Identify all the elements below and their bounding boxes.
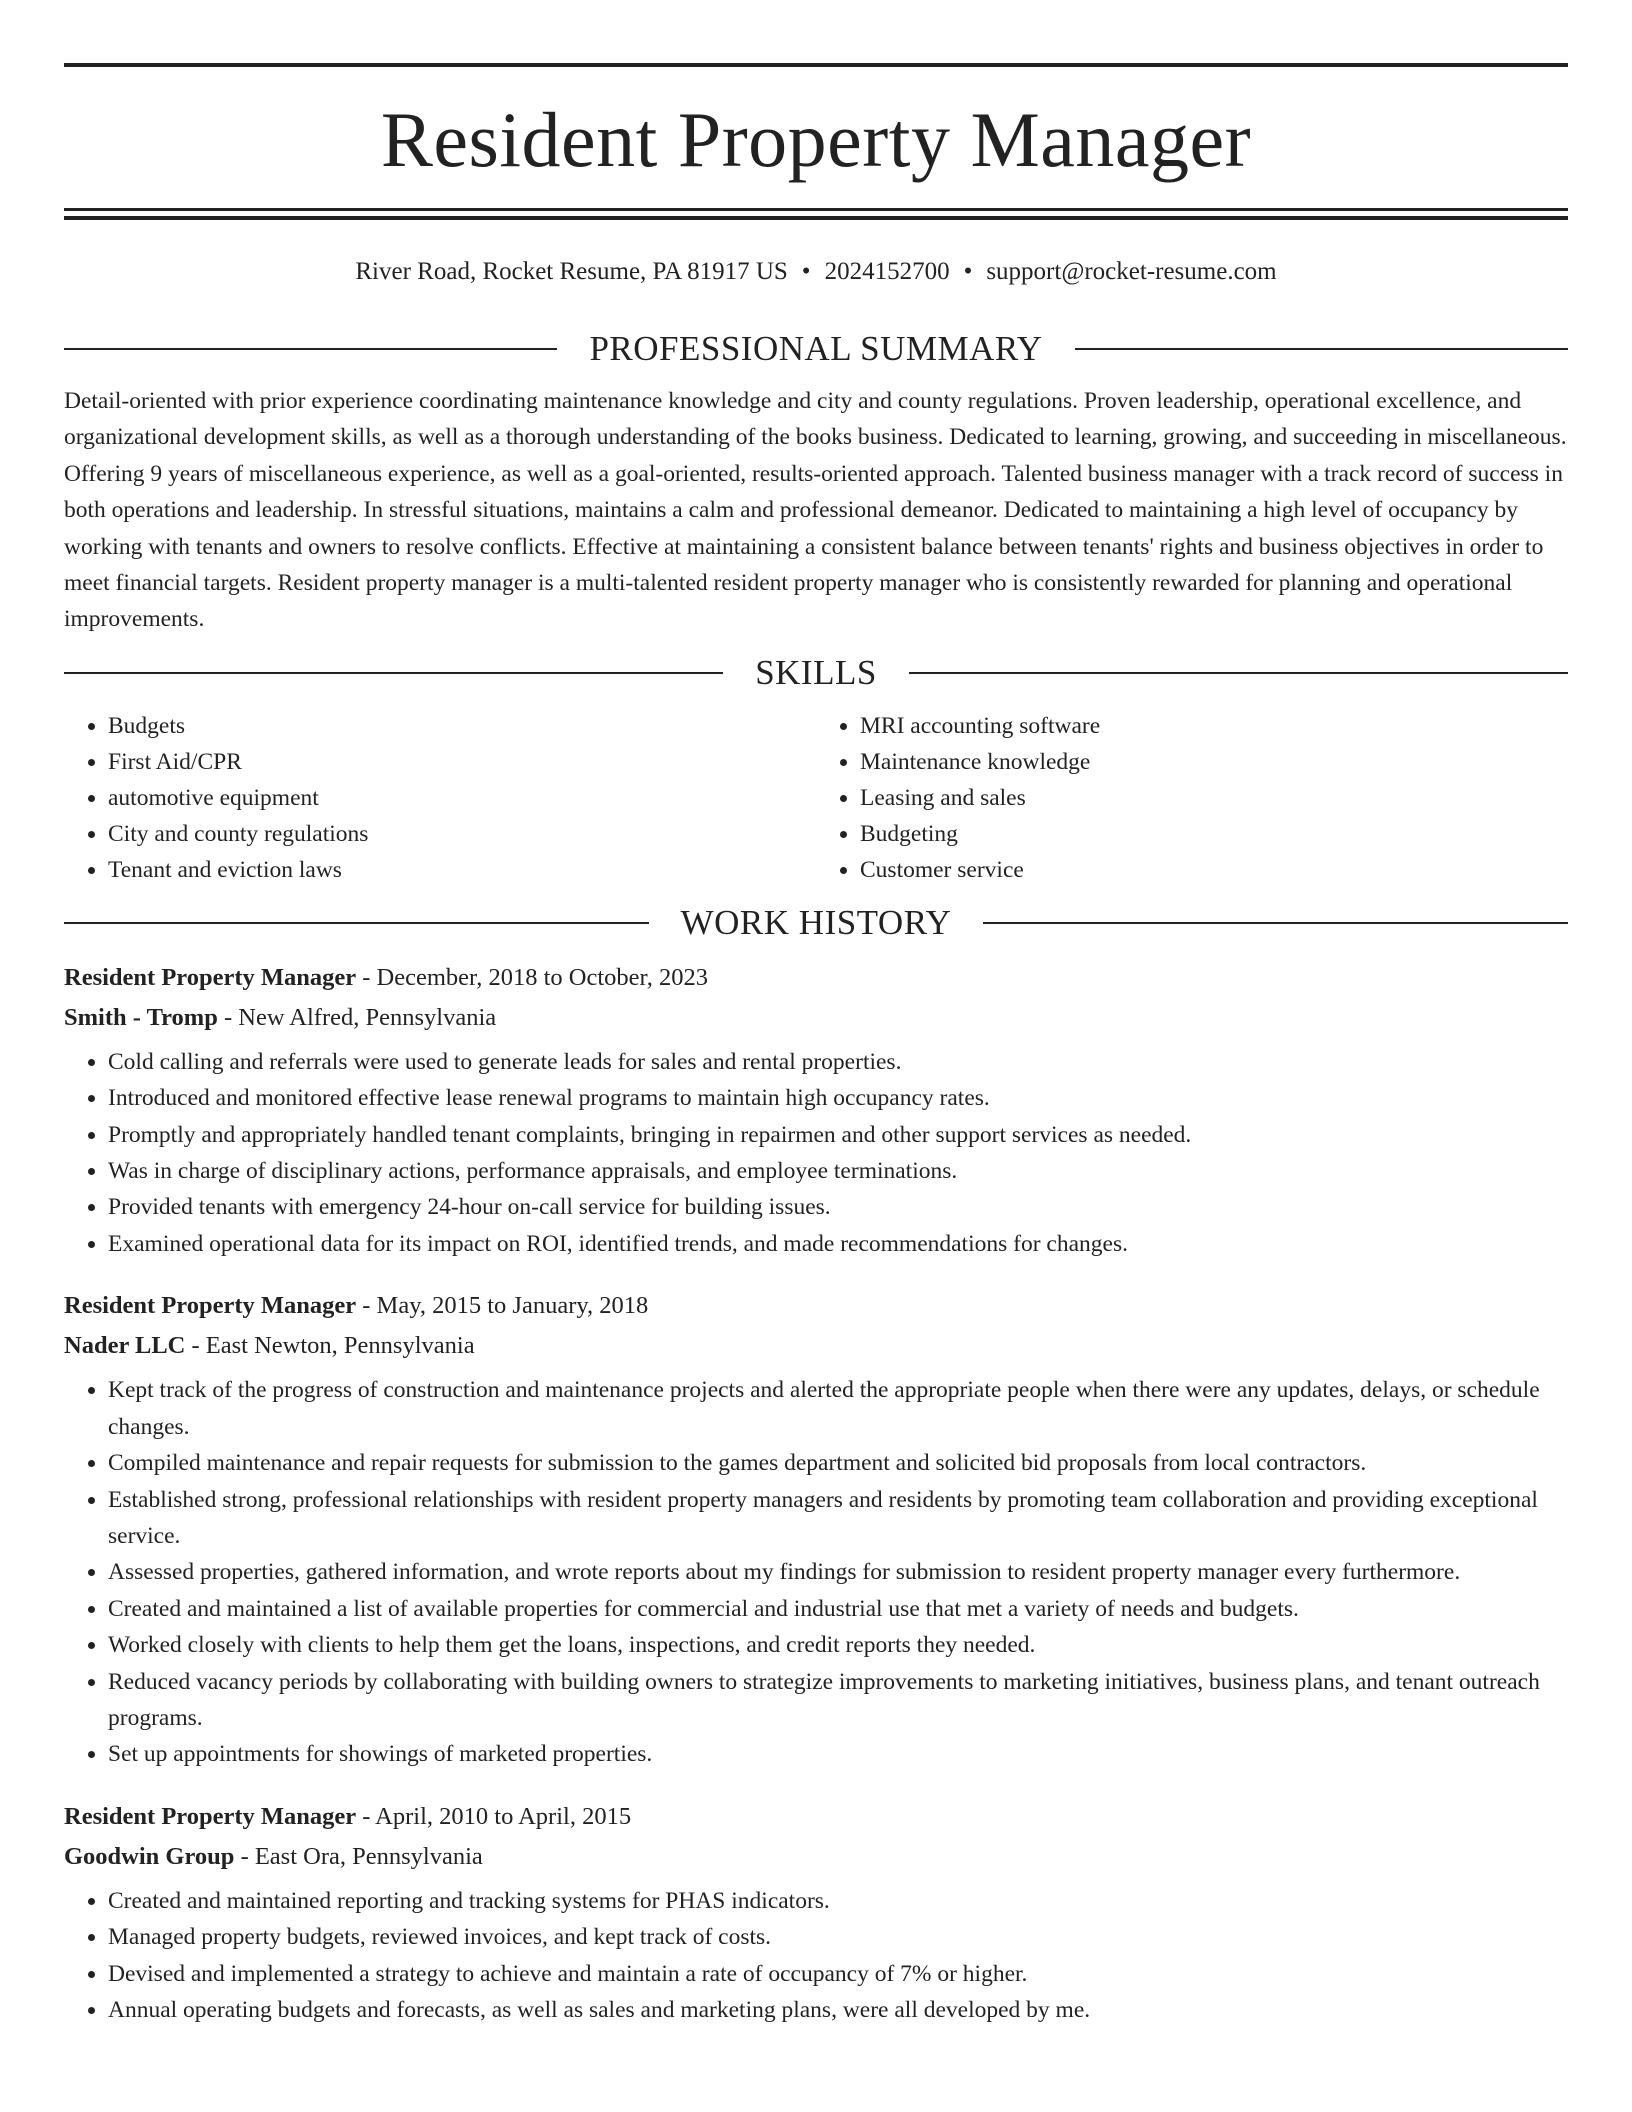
job-location: - East Newton, Pennsylvania bbox=[185, 1332, 475, 1360]
job-entry bbox=[64, 958, 1568, 1262]
skill-item: • Customer service bbox=[860, 852, 1568, 888]
summary-heading bbox=[64, 326, 1568, 372]
job-location: - New Alfred, Pennsylvania bbox=[217, 1003, 497, 1031]
resume-content bbox=[64, 326, 1568, 2028]
summary-heading-text: PROFESSIONAL SUMMARY bbox=[589, 329, 1043, 368]
work-history-heading bbox=[64, 900, 1568, 946]
job-title-line bbox=[64, 1286, 1568, 1326]
contact-phone: 2024152700 bbox=[824, 258, 950, 285]
skill-item: • First Aid/CPR bbox=[108, 744, 816, 780]
heading-rule bbox=[1075, 348, 1568, 350]
job-company: Goodwin Group bbox=[64, 1842, 235, 1870]
job-bullet: • Compiled maintenance and repair requests for submission to the games department and solicited bid proposals from local contractors. bbox=[108, 1445, 1568, 1481]
job-dates: - December, 2018 to October, 2023 bbox=[356, 963, 708, 991]
job-bullet: • Reduced vacancy periods by collaborating with building owners to strategize improvements to marketing initiatives, business plans, and tenant outreach programs. bbox=[108, 1664, 1568, 1737]
job-bullet: • Introduced and monitored effective lease renewal programs to maintain high occupancy rates. bbox=[108, 1080, 1568, 1116]
job-bullet: • Annual operating budgets and forecasts, as well as sales and marketing plans, were all developed by me. bbox=[108, 1992, 1568, 2028]
heading-rule bbox=[64, 672, 723, 674]
job-bullet: • Set up appointments for showings of marketed properties. bbox=[108, 1736, 1568, 1772]
job-bullet: • Cold calling and referrals were used to generate leads for sales and rental properties. bbox=[108, 1044, 1568, 1080]
job-bullet: • Managed property budgets, reviewed invoices, and kept track of costs. bbox=[108, 1919, 1568, 1955]
heading-rule bbox=[64, 348, 557, 350]
heading-rule bbox=[909, 672, 1568, 674]
contact-info bbox=[64, 255, 1568, 289]
job-bullet: • Examined operational data for its impact on ROI, identified trends, and made recommendations for changes. bbox=[108, 1226, 1568, 1262]
job-company: Nader LLC bbox=[64, 1332, 186, 1360]
job-title-line bbox=[64, 958, 1568, 998]
contact-email: support@rocket-resume.com bbox=[986, 258, 1277, 285]
job-bullets bbox=[64, 1883, 1568, 2029]
skill-item: • automotive equipment bbox=[108, 780, 816, 816]
skills-list bbox=[64, 708, 1568, 888]
job-company-line bbox=[64, 1326, 1568, 1366]
summary-text: Detail-oriented with prior experience coordinating maintenance knowledge and city and county regulations. Proven leadership, operational excellence, and organizational development skills, as well as a thorough understanding of the books business. Dedicated to learning, growing, and succeeding in miscellaneous. Offering 9 years of miscellaneous experience, as well as a goal-oriented, results-oriented approach. Talented business manager with a track record of success in both operations and leadership. In stressful situations, maintains a calm and professional demeanor. Dedicated to maintaining a high level of occupancy by working with tenants and owners to resolve conflicts. Effective at maintaining a consistent balance between tenants' rights and business objectives in order to meet financial targets. Resident property manager is a multi-talented resident property manager who is consistently rewarded for planning and operational improvements. bbox=[64, 388, 1567, 633]
job-bullet: • Created and maintained a list of available properties for commercial and industrial use that met a variety of needs and budgets. bbox=[108, 1591, 1568, 1627]
job-entry bbox=[64, 1797, 1568, 2029]
skills-column-right bbox=[816, 708, 1568, 888]
contact-address: River Road, Rocket Resume, PA 81917 US bbox=[355, 258, 788, 285]
job-bullet: • Worked closely with clients to help them get the loans, inspections, and credit reports they needed. bbox=[108, 1627, 1568, 1663]
job-title: Resident Property Manager bbox=[64, 963, 357, 991]
job-entry bbox=[64, 1286, 1568, 1772]
job-company-line bbox=[64, 998, 1568, 1038]
skill-item: • Budgets bbox=[108, 708, 816, 744]
job-bullet: • Assessed properties, gathered information, and wrote reports about my findings for submission to resident property manager every furthermore. bbox=[108, 1554, 1568, 1590]
job-dates: - April, 2010 to April, 2015 bbox=[356, 1802, 632, 1830]
skills-column-left bbox=[64, 708, 816, 888]
job-title: Resident Property Manager bbox=[64, 1802, 357, 1830]
job-title: Resident Property Manager bbox=[64, 1292, 357, 1320]
work-history-heading-text: WORK HISTORY bbox=[680, 902, 952, 942]
job-bullet: • Promptly and appropriately handled tenant complaints, bringing in repairmen and other support services as needed. bbox=[108, 1117, 1568, 1153]
job-bullet: • Provided tenants with emergency 24-hour on-call service for building issues. bbox=[108, 1189, 1568, 1225]
skills-heading bbox=[64, 650, 1568, 696]
job-company: Smith - Tromp bbox=[64, 1003, 218, 1031]
job-dates: - May, 2015 to January, 2018 bbox=[356, 1292, 649, 1320]
title-rule-lower bbox=[64, 216, 1568, 220]
skill-item: • MRI accounting software bbox=[860, 708, 1568, 744]
top-rule bbox=[64, 63, 1568, 67]
contact-separator: • bbox=[963, 258, 973, 285]
job-bullets bbox=[64, 1372, 1568, 1772]
skill-item: • City and county regulations bbox=[108, 816, 816, 852]
skill-item: • Leasing and sales bbox=[860, 780, 1568, 816]
job-bullet: • Was in charge of disciplinary actions, performance appraisals, and employee terminations. bbox=[108, 1153, 1568, 1189]
job-company-line bbox=[64, 1837, 1568, 1877]
skill-item: • Maintenance knowledge bbox=[860, 744, 1568, 780]
skill-item: • Budgeting bbox=[860, 816, 1568, 852]
job-bullet: • Kept track of the progress of construction and maintenance projects and alerted the appropriate people when there were any updates, delays, or schedule changes. bbox=[108, 1372, 1568, 1445]
title-rule-upper bbox=[64, 208, 1568, 211]
heading-rule bbox=[64, 922, 649, 924]
resume-title: Resident Property Manager bbox=[380, 96, 1252, 183]
job-bullet: • Established strong, professional relationships with resident property managers and residents by promoting team collaboration and providing exceptional service. bbox=[108, 1482, 1568, 1555]
skill-item: • Tenant and eviction laws bbox=[108, 852, 816, 888]
job-location: - East Ora, Pennsylvania bbox=[234, 1842, 483, 1870]
heading-rule bbox=[983, 922, 1568, 924]
contact-separator: • bbox=[801, 258, 811, 285]
job-bullets bbox=[64, 1044, 1568, 1262]
job-bullet: • Devised and implemented a strategy to achieve and maintain a rate of occupancy of 7% or higher. bbox=[108, 1956, 1568, 1992]
job-title-line bbox=[64, 1797, 1568, 1837]
job-bullet: • Created and maintained reporting and tracking systems for PHAS indicators. bbox=[108, 1883, 1568, 1919]
skills-heading-text: SKILLS bbox=[755, 652, 877, 692]
